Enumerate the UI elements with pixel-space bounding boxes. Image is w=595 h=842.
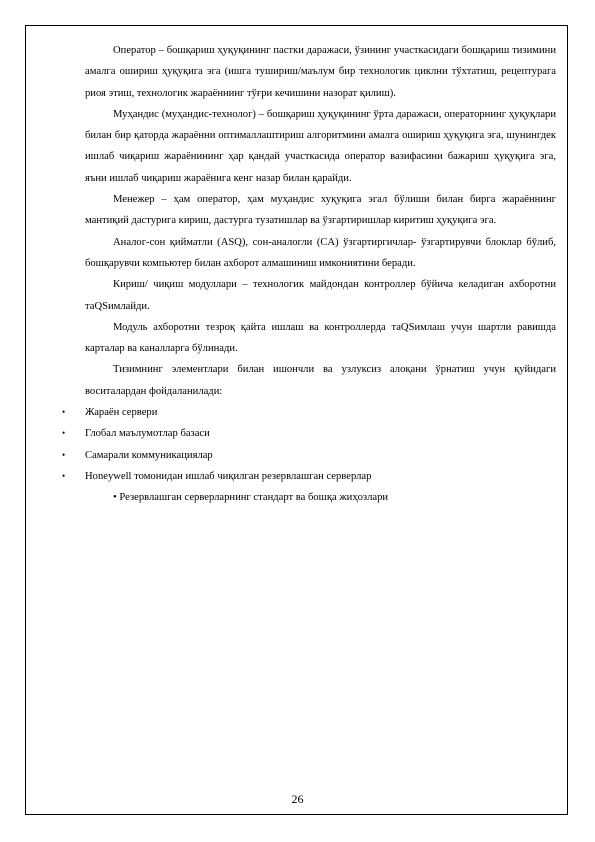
bullet-marker: • (62, 470, 66, 481)
list-item-text: Honeywell томонидан ишлаб чиқилган резервлашган серверлар (85, 470, 372, 482)
list-item-text: Самарали коммуникациялар (85, 449, 213, 461)
bullet-marker: • (62, 428, 66, 439)
list-item-text: Жараён сервери (85, 407, 158, 419)
means-list (62, 402, 556, 487)
document-body (62, 40, 556, 509)
list-item-text: Глобал маълумотлар базаси (85, 428, 210, 440)
paragraph-io-modules: Кириш/ чиқиш модуллари – технологик майдондан контроллер бўйича келадиган ахборотни таQSимлайди. (85, 279, 556, 312)
paragraph-operator: Оператор – бошқариш ҳуқуқининг пастки даражаси, ўзининг участкасидаги бошқариш тизимини амалга ошириш ҳуқуқига эга (ишга тушириш/маълум бир технологик циклни тўхтатиш, рецептурага риоя этиш, технологик жараённинг тўғри кечишини назорат қилиш). (85, 45, 556, 99)
paragraph-manager: Менежер – ҳам оператор, ҳам муҳандис хуқуқига эгал бўлиши билан бирга жараённинг мантиқий дастурига кириш, дастурга тузатишлар ва ўзгартиришлар киритиш ҳуқуқига эга. (85, 194, 556, 227)
paragraph-means-intro: Тизимнинг элементлари билан ишончли ва узлуксиз алоқани ўрнатиш учун қуйидаги воситалардан фойдаланилади: (85, 364, 556, 397)
paragraph-converters: Аналог-сон қийматли (ASQ), сон-аналогли (CA) ўзгартиргичлар- ўзгартирувчи блоклар бўлиб, бошқарувчи компьютер билан ахборот алмашиниш имкониятини беради. (85, 236, 556, 269)
bullet-marker: • (62, 449, 66, 460)
page-number: 26 (291, 792, 304, 806)
sub-list-item: • Резервлашган серверларнинг стандарт ва бошқа жиҳозлари (113, 492, 389, 504)
list-item (62, 466, 556, 487)
paragraph-module-split: Модуль ахборотни тезроқ қайта ишлаш ва контроллерда таQSимлаш учун шартли равишда карталар ва каналларга бўлинади. (85, 321, 556, 355)
bullet-marker: • (62, 407, 66, 418)
list-item (62, 445, 556, 466)
list-item (62, 423, 556, 444)
list-item (62, 402, 556, 423)
paragraph-engineer: Муҳандис (муҳандис-технолог) – бошқариш ҳуқуқининг ўрта даражаси, операторнинг ҳуқуқлари билан бир қаторда жараённи оптималлаштириш алгоритмини амалга ошириш ҳуқуқига эга, шунингдек ишлаб чиқариш жараёнининг ҳар қандай участкасида оператор вазифасини бажариш ҳуқуқига эга, яъни ишлаб чиқариш жараёнига кенг назар билан қарайди. (85, 108, 556, 184)
